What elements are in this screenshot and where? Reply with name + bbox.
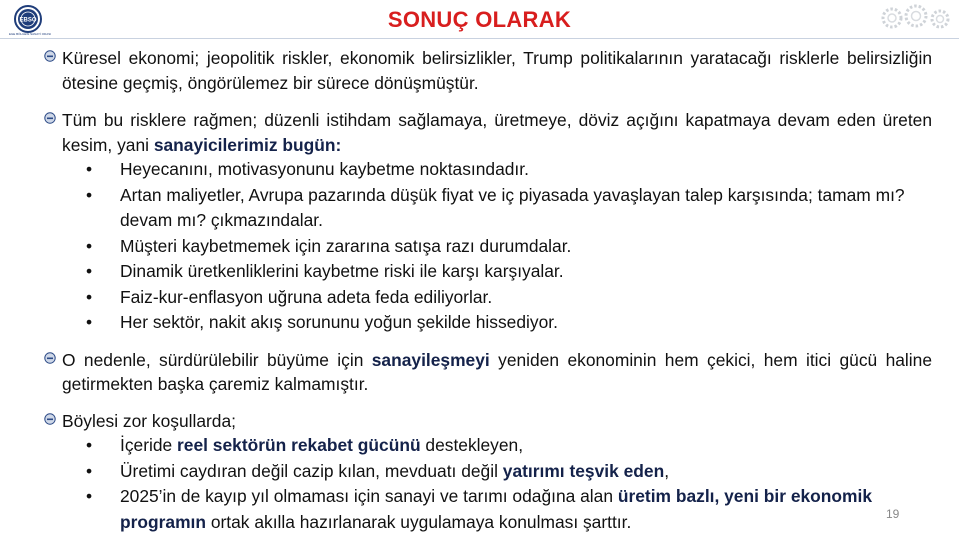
list-item-text: destekleyen,: [420, 435, 524, 455]
list-item: [40, 259, 932, 285]
list-bullet: •: [86, 312, 93, 332]
bullet-industrialists: [40, 108, 932, 157]
list-item-text: Heyecanını, motivasyonunu kaybetme noktasındadır.: [120, 159, 529, 179]
bullet-marker-icon: [44, 352, 56, 364]
list-item-text: Faiz-kur-enflasyon uğruna adeta feda ediliyorlar.: [120, 286, 493, 307]
list-item: [40, 157, 932, 183]
logo-caption: EGE BÖLGESİ SANAYİ ODASI: [8, 32, 52, 36]
list-item-text: ,: [664, 460, 670, 481]
bullet-emphasis: sanayileşmeyi: [371, 349, 490, 370]
list-item: [40, 459, 932, 485]
list-item: [40, 310, 932, 336]
bullet-global-economy: [40, 46, 932, 95]
list-item-emphasis: yatırımı teşvik eden: [502, 460, 665, 481]
list-bullet: •: [86, 286, 93, 307]
bullet-text: Tüm bu risklere rağmen; düzenli istihdam sağlamaya, üretmeye, döviz açığını kapatmaya devam eden üreten kesim, yani: [62, 110, 932, 155]
slide-title: SONUÇ OLARAK: [387, 7, 572, 32]
list-item-text: Artan maliyetler, Avrupa pazarında düşük fiyat ve iç piyasada yavaşlayan talep karşısında; tamam mı? devam mı? çıkmazındalar.: [120, 184, 905, 230]
list-item-emphasis: reel sektörün rekabet gücünü: [177, 435, 421, 455]
list-item: [40, 285, 932, 311]
header-divider: [0, 38, 959, 39]
list-item: [40, 433, 932, 459]
slide-body: [40, 46, 932, 535]
list-bullet: •: [86, 184, 93, 205]
conditions-sublist: [40, 433, 932, 535]
list-item-text: Üretimi caydıran değil cazip kılan, mevduatı değil: [120, 460, 503, 481]
list-item-text: Dinamik üretkenliklerini kaybetme riski ile karşı karşıyalar.: [120, 261, 564, 281]
bullet-text: Küresel ekonomi; jeopolitik riskler, ekonomik belirsizlikler, Trump politikalarının yaratacağı risklerle belirsizliğin ötesine geçmiş, öngörülemez bir sürece dönüşmüştür.: [62, 48, 932, 93]
list-item-text: Her sektör, nakit akış sorununu yoğun şekilde hissediyor.: [120, 312, 558, 332]
list-bullet: •: [86, 261, 93, 281]
list-item: [40, 234, 932, 260]
bullet-marker-icon: [44, 50, 56, 62]
bullet-text: yeniden ekonominin hem çekici, hem itici gücü haline getirmekten başka çaremiz kalmamıştır.: [62, 349, 932, 394]
bullet-text: Böylesi zor koşullarda;: [62, 410, 236, 431]
list-item: [40, 183, 932, 234]
list-item-text: ortak akılla hazırlanarak uygulamaya konulması şarttır.: [206, 511, 632, 532]
list-bullet: •: [86, 435, 93, 455]
bullet-marker-icon: [44, 413, 56, 425]
gears-icon: [879, 2, 953, 34]
list-item-text: 2025’in de kayıp yıl olmaması için sanayi ve tarımı odağına alan: [120, 486, 618, 506]
industrialists-sublist: [40, 157, 932, 336]
list-bullet: •: [86, 486, 93, 506]
list-bullet: •: [86, 235, 93, 256]
bullet-hard-conditions: [40, 409, 932, 434]
list-bullet: •: [86, 159, 93, 179]
page-number: 19: [886, 507, 900, 521]
logo-text: EBSO: [19, 17, 37, 24]
bullet-emphasis: sanayicilerimiz bugün:: [153, 134, 342, 155]
list-item-text: İçeride: [120, 435, 178, 455]
bullet-industrialization: [40, 348, 932, 397]
bullet-text: O nedenle, sürdürülebilir büyüme için: [62, 349, 372, 370]
list-item-text: Müşteri kaybetmemek için zararına satışa razı durumdalar.: [120, 235, 572, 256]
list-item: [40, 484, 932, 535]
list-item-emphasis: üretim bazlı, yeni bir ekonomik programın: [120, 486, 873, 532]
list-bullet: •: [86, 460, 93, 481]
bullet-marker-icon: [44, 112, 56, 124]
